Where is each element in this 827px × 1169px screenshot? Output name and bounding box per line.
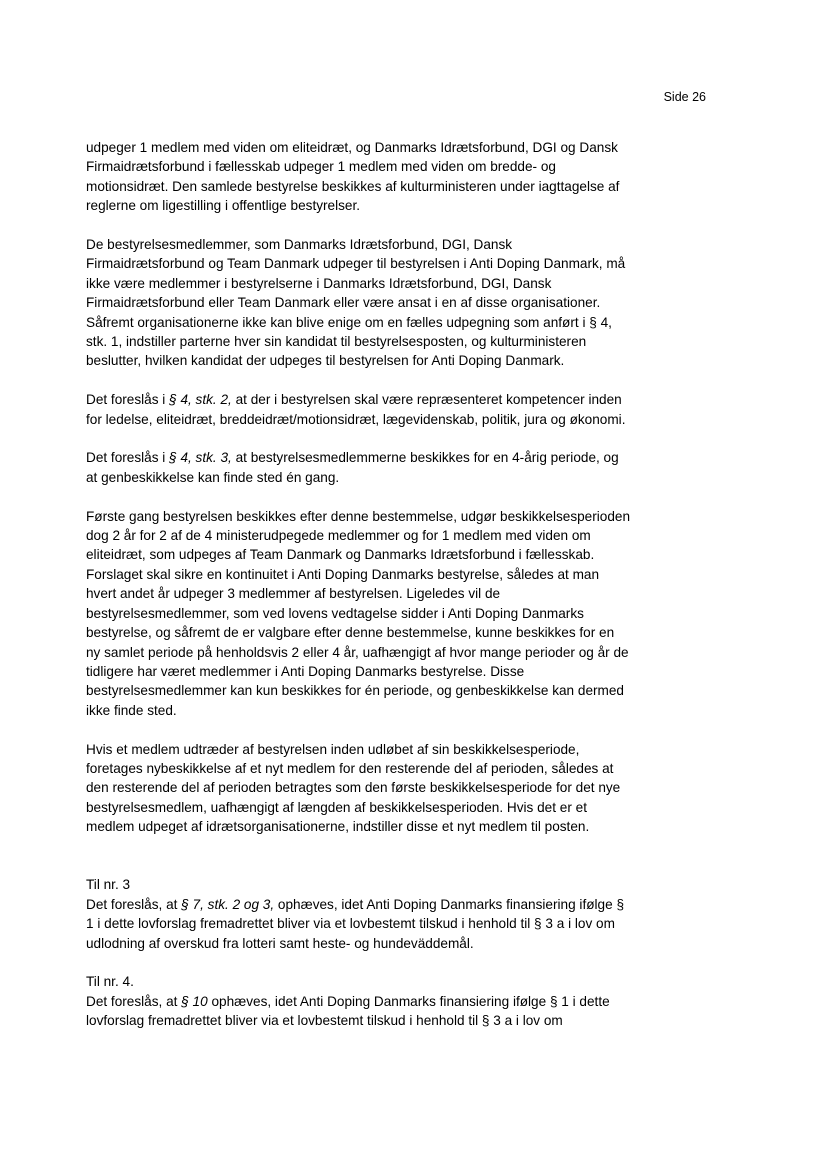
section-heading-nr-3: Til nr. 3 (86, 877, 131, 893)
section-text-nr-4: Det foreslås, at § 10 ophæves, idet Anti Doping Danmarks finansiering ifølge § 1 i dette lovforslag fremadrettet bliver via et lovbestemt tilskud i henhold til § 3 a i lov om (86, 993, 610, 1029)
legal-reference: § 4, stk. 2, (169, 392, 232, 408)
legal-reference: § 4, stk. 3, (169, 450, 232, 466)
page-number: Side 26 (663, 90, 706, 104)
paragraph-competences: Det foreslås i § 4, stk. 2, at der i bestyrelsen skal være repræsenteret kompetencer inden for ledelse, eliteidræt, breddeidræt/motionsidræt, lægevidenskab, politik, jura og økonomi. (86, 392, 626, 427)
section-heading-nr-4: Til nr. 4. (86, 974, 134, 990)
paragraph-board-appointment: udpeger 1 medlem med viden om eliteidræt, og Danmarks Idrætsforbund, DGI og Dansk Firmaidrætsforbund i fællesskab udpeger 1 medlem med viden om bredde- og motionsidræt. Den samlede bestyrelse beskikkes af kulturministeren under iagttagelse af reglerne om ligestilling i offentlige bestyrelser. (86, 140, 620, 214)
legal-reference: § 7, stk. 2 og 3, (181, 896, 275, 912)
blank-line (86, 856, 631, 875)
legal-reference: § 10 (181, 993, 208, 1009)
paragraph-board-eligibility: De bestyrelsesmedlemmer, som Danmarks Idrætsforbund, DGI, Dansk Firmaidrætsforbund og Team Danmark udpeger til bestyrelsen i Anti Doping Danmark, må ikke være medlemmer i bestyrelserne i Danmarks Idrætsforbund, DGI, Dansk Firmaidrætsforbund eller Team Danmark eller være ansat i en af disse organisationer. Såfremt organisationerne ikke kan blive enige om en fælles udpegning som anført i § 4, stk. 1, indstiller parterne hver sin kandidat til bestyrelsesposten, og kulturministeren beslutter, hvilken kandidat der udpeges til bestyrelsen for Anti Doping Danmark. (86, 237, 626, 369)
paragraph-first-appointment: Første gang bestyrelsen beskikkes efter denne bestemmelse, udgør beskikkelsesperioden dog 2 år for 2 af de 4 ministerudpegede medlemmer og for 1 medlem med viden om eliteidræt, som udpeges af Team Danmark og Danmarks Idrætsforbund i fællesskab. Forslaget skal sikre en kontinuitet i Anti Doping Danmarks bestyrelse, således at man hvert andet år udpeger 3 medlemmer af bestyrelsen. Ligeledes vil de bestyrelsesmedlemmer, som ved lovens vedtagelse sidder i Anti Doping Danmarks bestyrelse, og såfremt de er valgbare efter denne bestemmelse, kunne beskikkes for en ny samlet periode på henholdsvis 2 eller 4 år, uafhængigt af hvor mange perioder og år de tidligere har været medlemmer i Anti Doping Danmarks bestyrelse. Disse bestyrelsesmedlemmer kan kun beskikkes for én periode, og genbeskikkelse kan dermed ikke finde sted. (86, 508, 631, 718)
paragraph-term-length: Det foreslås i § 4, stk. 3, at bestyrelsesmedlemmerne beskikkes for en 4-årig periode, og at genbeskikkelse kan finde sted én gang. (86, 450, 619, 485)
document-body (86, 138, 631, 1031)
paragraph-member-resignation: Hvis et medlem udtræder af bestyrelsen inden udløbet af sin beskikkelsesperiode, foretages nybeskikkelse af et nyt medlem for den resterende del af perioden, således at den resterende del af perioden betragtes som den første beskikkelsesperiode for det nye bestyrelsesmedlem, uafhængigt af længden af beskikkelsesperioden. Hvis det er et medlem udpeget af idrætsorganisationerne, indstiller disse et nyt medlem til posten. (86, 741, 621, 835)
section-text-nr-3: Det foreslås, at § 7, stk. 2 og 3, ophæves, idet Anti Doping Danmarks finansiering ifølge § 1 i dette lovforslag fremadrettet bliver via et lovbestemt tilskud i henhold til § 3 a i lov om udlodning af overskud fra lotteri samt heste- og hundeväddemål. (86, 896, 625, 951)
